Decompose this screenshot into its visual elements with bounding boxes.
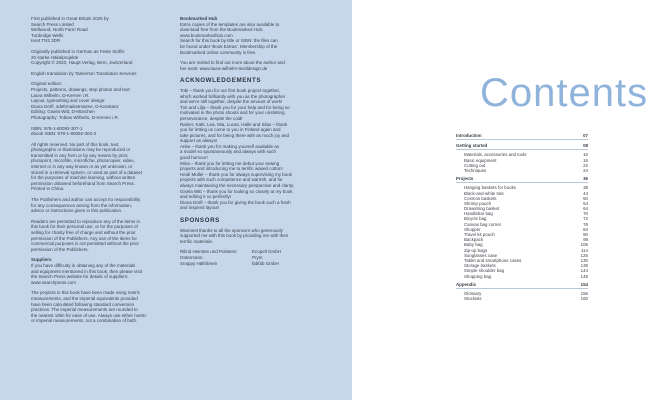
table-of-contents <box>456 133 588 301</box>
edition-block-line: Projects, patterns, drawings, step photos and text: <box>31 86 131 92</box>
bookmarked-hub-block-line: www.bookmarkedhub.com <box>180 32 233 38</box>
permission-block-line: commercial purposes is not permitted without the prior <box>31 241 140 247</box>
liability-block <box>31 197 171 214</box>
publisher-block-line: Kent TN2 3DR <box>31 38 61 44</box>
suppliers-heading: Suppliers <box>31 257 52 263</box>
toc-page-number: 22 <box>583 162 588 168</box>
toc-page-number: 70 <box>583 211 588 217</box>
toc-label: Storage baskets <box>464 263 496 269</box>
toc-divider <box>456 182 588 183</box>
measurements-block-line: measurements, and the imperial equivalents provided <box>31 295 138 301</box>
measurements-block-line: practices. The imperial measurements are rounded to <box>31 307 138 313</box>
author-invite-block-line: You are invited to find out more about the author and <box>180 60 285 66</box>
acknowledgements-block-line: and we're still together, despite the amount of work! <box>180 99 283 105</box>
bookmarked-hub-block-line: download free from the Bookmarked Hub: <box>180 27 264 33</box>
toc-section <box>456 282 588 287</box>
toc-section <box>456 133 588 138</box>
toc-page-number: 36 <box>583 176 588 182</box>
toc-page-number: 148 <box>580 273 588 279</box>
contents-title: Contents <box>480 71 648 115</box>
suppliers-block-line: www.searchpress.com <box>31 279 77 285</box>
toc-page-number: 114 <box>581 247 588 253</box>
acknowledgements-block-line: a model so spontaneously and always with such <box>180 149 277 155</box>
toc-page-number: 144 <box>580 268 588 274</box>
toc-entry <box>456 274 588 279</box>
toc-page-number: 84 <box>583 226 588 232</box>
publisher-block-line: Wellwood, North Farm Road <box>31 27 88 33</box>
measurements-block-line: or imperial measurements, not a combination of both. <box>31 318 138 324</box>
measurements-block-line: have been calculated following standard conversion <box>31 301 135 307</box>
toc-divider <box>456 139 588 140</box>
edition-block-line: Laura Wilhelm, D-Kernen i.R. <box>31 92 90 98</box>
contents-page <box>352 0 648 400</box>
isbn-block-line: ISBN: 978-1-80092-307-1 <box>31 125 83 131</box>
rights-block <box>31 142 171 192</box>
translation-line: English translation by Tankerton Translation Services <box>31 70 137 76</box>
sponsors-block <box>180 228 325 245</box>
toc-page-number: 38 <box>583 185 588 191</box>
sponsors-block-line: Warmest thanks to all the sponsors who generously <box>180 227 283 233</box>
toc-section <box>456 143 588 148</box>
toc-label: Canvas bag corner <box>464 221 502 227</box>
bookmarked-hub-block-line: Bookmarked online community is free. <box>180 49 257 55</box>
toc-label: Glossary <box>464 290 482 296</box>
acknowledgements-block-line: Rainer, Katti, Lea, Mia, Lucas, Halle and Silas – thank <box>180 121 288 127</box>
toc-page-number: 106 <box>580 242 588 248</box>
bookmarked-hub-block <box>180 22 325 56</box>
suppliers-block-line: and equipment mentioned in this book, then please visit <box>31 268 142 274</box>
suppliers-block <box>31 263 171 285</box>
sponsors-heading: SPONSORS <box>180 217 220 224</box>
toc-page-number: 64 <box>583 206 588 212</box>
measurements-block <box>31 290 171 324</box>
permission-block-line: selling for charity free of charge and without the prior <box>31 230 136 235</box>
permission-block-line: permission of the Publishers. Any use of the items for <box>31 235 138 241</box>
acknowledgements-block-line: and editing it so perfectly! <box>180 194 232 200</box>
author-invite-block <box>180 60 325 71</box>
acknowledgements-block-line: and inspired layout! <box>180 205 220 211</box>
sponsor-name: Gütermann <box>180 254 203 260</box>
original-block-line: 20 starke Häkelprojekte <box>31 54 79 60</box>
suppliers-block-line: If you have difficulty in obtaining any of the materials <box>31 262 136 268</box>
toc-page-number: 76 <box>583 221 588 227</box>
sponsor-name: fabfab GmbH <box>252 260 279 266</box>
publisher-block-line: First published in Great Britain 2025 by <box>31 16 109 21</box>
toc-page-number: 07 <box>583 133 588 138</box>
publisher-block-line: Tunbridge Wells <box>31 32 64 38</box>
original-block-line: Originally published in German as Feste Stoffe: <box>31 48 126 54</box>
bookmarked-hub-heading: Bookmarked Hub <box>180 16 218 21</box>
rights-block-line: photographs or illustrations may be reproduced or <box>31 147 131 153</box>
sponsor-list <box>180 249 325 266</box>
acknowledgements-block-line: Mina – thank you for letting me debut your sewing <box>180 160 280 166</box>
toc-label: Projects <box>456 176 474 182</box>
toc-label: Getting started <box>456 143 488 149</box>
toc-entry <box>456 296 588 301</box>
toc-page-number: 24 <box>583 167 588 173</box>
bookmarked-hub-block-line: Search for this book by title or ISBN: the files can <box>180 38 278 44</box>
acknowledgements-block-line: you for letting us come to you in Finland again and <box>180 127 281 133</box>
acknowledgements-block-line: projects with such competence and warmth, and for <box>180 177 283 183</box>
toc-page-number: 10 <box>583 152 588 158</box>
acknowledgements-block-line: projects and introducing me to terrific waxed cotton! <box>180 166 283 172</box>
toc-label: Appendix <box>456 281 477 287</box>
credits-column <box>180 16 325 266</box>
toc-page-number: 16 <box>583 157 588 163</box>
toc-label: Materials, accessories and tools <box>464 152 527 158</box>
isbn-block-line: ebook ISBN: 978-1-80092-303-3 <box>31 131 97 137</box>
permission-block-line: permission of the Publishers. <box>31 246 89 252</box>
edition-block-line: Editing: Gisela Witt, D-München <box>31 109 95 115</box>
toc-label: Baby bag <box>464 242 483 248</box>
acknowledgements-block-line: support as always! <box>180 138 218 144</box>
acknowledgements-block-line: motivated in the photo shoots and for your unstinting <box>180 110 285 116</box>
toc-label: Stockists <box>464 296 482 302</box>
publisher-block-line: Search Press Limited <box>31 21 74 27</box>
rights-block-line: stored in a retrieval system, or used as part of a dataset <box>31 169 143 175</box>
acknowledgements-block-line: Anke – thank you for making yourself available as <box>180 143 280 149</box>
permission-block <box>31 219 171 253</box>
liability-block-line: for any consequences arising from the information, <box>31 202 133 208</box>
toc-label: Cutting out <box>464 162 486 168</box>
toc-label: Cosmos baskets <box>464 195 497 201</box>
edition-block-line: Photography: Tobias Wilhelm, D-Kernen i.R. <box>31 114 119 120</box>
toc-page-number: 08 <box>583 143 588 149</box>
toc-divider <box>456 288 588 289</box>
author-invite-block-line: her work: www.laura-wilhelm-textildesign.de <box>180 65 268 71</box>
toc-label: Shopper <box>464 226 481 232</box>
acknowledgements-block-line: which worked brilliantly with you as the photographer <box>180 93 286 99</box>
toc-label: Travel kit pouch <box>464 232 495 237</box>
acknowledgements-block-line: Tobi – thank you for our first book project together, <box>180 87 281 93</box>
toc-page-number: 44 <box>583 190 588 196</box>
toc-label: Shopping bag <box>464 273 492 279</box>
toc-page-number: 154 <box>580 281 588 287</box>
acknowledgements-block-line: always maintaining the necessary perspective and clarity. <box>180 183 295 189</box>
toc-label: Introduction <box>456 133 482 138</box>
rights-block-line: for the purposes of machine learning, without written <box>31 175 136 181</box>
toc-label: Shrimp pouch <box>464 200 492 206</box>
toc-label: Bicycle bag <box>464 216 487 222</box>
sponsors-block-line: terrific materials. <box>180 238 214 244</box>
imprint-column <box>31 16 171 329</box>
rights-block-line: transmitted in any form or by any means by print, <box>31 152 129 158</box>
isbn-block <box>31 126 171 137</box>
toc-label: Zip-up bags <box>464 247 488 253</box>
edition-block-line: Layout, typesetting and cover design: <box>31 98 106 104</box>
acknowledgements-block-line: Tim and Lilja – thank you for your help and for being so <box>180 104 290 110</box>
edition-block <box>31 81 171 120</box>
edition-block-line: Diana Dörfl, sdefrmaiitetmaime, D-Konstanz <box>31 103 119 109</box>
toc-entry <box>456 168 588 173</box>
rights-block-line: Printed in China. <box>31 186 65 192</box>
original-block-line: Copyright © 2020, Haupt Verlag, Bern, Switzerland <box>31 60 133 66</box>
toc-page-number: 90 <box>583 232 588 237</box>
toc-page-number: 138 <box>580 263 588 269</box>
toc-page-number: 50 <box>583 195 588 201</box>
rights-block-line: internet or in any way known or as yet unknown, or <box>31 164 133 170</box>
sponsors-block-line: supported me with this book by providing me with their <box>180 233 289 239</box>
acknowledgements-block-line: take pictures, and for being there with as much joy and <box>180 132 290 138</box>
toc-label: Tablet and smartphone cases <box>464 257 522 263</box>
liability-block-line: The Publishers and author can accept no responsibility <box>31 197 141 203</box>
original-block <box>31 49 171 66</box>
suppliers-block-line: the Search Press website for details of suppliers: <box>31 274 129 280</box>
toc-section <box>456 176 588 181</box>
toc-page-number: 126 <box>580 252 588 258</box>
liability-block-line: advice or instructions given in this publication. <box>31 208 123 214</box>
toc-label: Techniques <box>464 167 487 173</box>
acknowledgements-block-line: Diana Dörfl – thank you for giving the book such a fresh <box>180 199 291 205</box>
rights-block-line: photoprint, microfilm, microfiche, photocopier, video, <box>31 158 135 164</box>
bookmarked-hub-block-line: Extra copies of the templates are also available to <box>180 21 280 27</box>
sponsor-name: Snappy Häkhbrem <box>180 260 218 266</box>
acknowledgements-block <box>180 88 325 211</box>
acknowledgements-block-line: good humour! <box>180 155 208 161</box>
toc-page-number: 98 <box>583 237 588 243</box>
measurements-block-line: The projects in this book have been made using metric <box>31 290 141 296</box>
toc-label: Handlebar bag <box>464 211 493 217</box>
toc-label: Drawstring basket <box>464 206 500 212</box>
bookmarked-hub-block-line: be found under 'Book Extras'. Membership of the <box>180 43 278 49</box>
toc-page-number: 72 <box>583 216 588 222</box>
sponsor-name: Ecopell GmbH <box>252 249 282 255</box>
toc-page-number: 156 <box>580 290 588 296</box>
sponsor-name: Prym <box>252 254 263 260</box>
measurements-block-line: the nearest 1/8in for ease of use. Always use either metric <box>31 312 147 318</box>
edition-block-line: Original edition: <box>31 81 63 87</box>
publisher-block <box>31 16 171 44</box>
rights-block-line: permission obtained beforehand from Search Press. <box>31 180 136 186</box>
toc-page-number: 130 <box>580 257 588 263</box>
toc-label: Hanging baskets for books <box>464 185 516 191</box>
acknowledgements-block-line: Heidi Müller – thank you for always supervising my book <box>180 171 293 177</box>
acknowledgements-block-line: perseverance, despite the cold! <box>180 115 243 121</box>
toc-page-number: 160 <box>580 296 588 302</box>
toc-label: Backpack <box>464 237 484 243</box>
permission-block-line: Readers are permitted to reproduce any of the items in <box>31 218 141 224</box>
toc-label: Black-and-white tote <box>464 190 504 196</box>
toc-label: Sunglasses case <box>464 252 498 258</box>
acknowledgements-heading: ACKNOWLEDGEMENTS <box>180 77 262 85</box>
permission-block-line: this book for their personal use, or for the purposes of <box>31 224 138 230</box>
toc-divider <box>456 149 588 150</box>
toc-page-number: 54 <box>583 200 588 206</box>
toc-label: Simple shoulder bag <box>464 268 505 274</box>
rights-block-line: All rights reserved. No part of this book, text, <box>31 141 120 147</box>
toc-label: Basic equipment <box>464 157 497 163</box>
acknowledgements-block-line: Gisela Witt – thank you for looking so closely at my book <box>180 188 293 194</box>
sponsor-name: Rilind Heimtex und Polsterei <box>180 249 237 255</box>
